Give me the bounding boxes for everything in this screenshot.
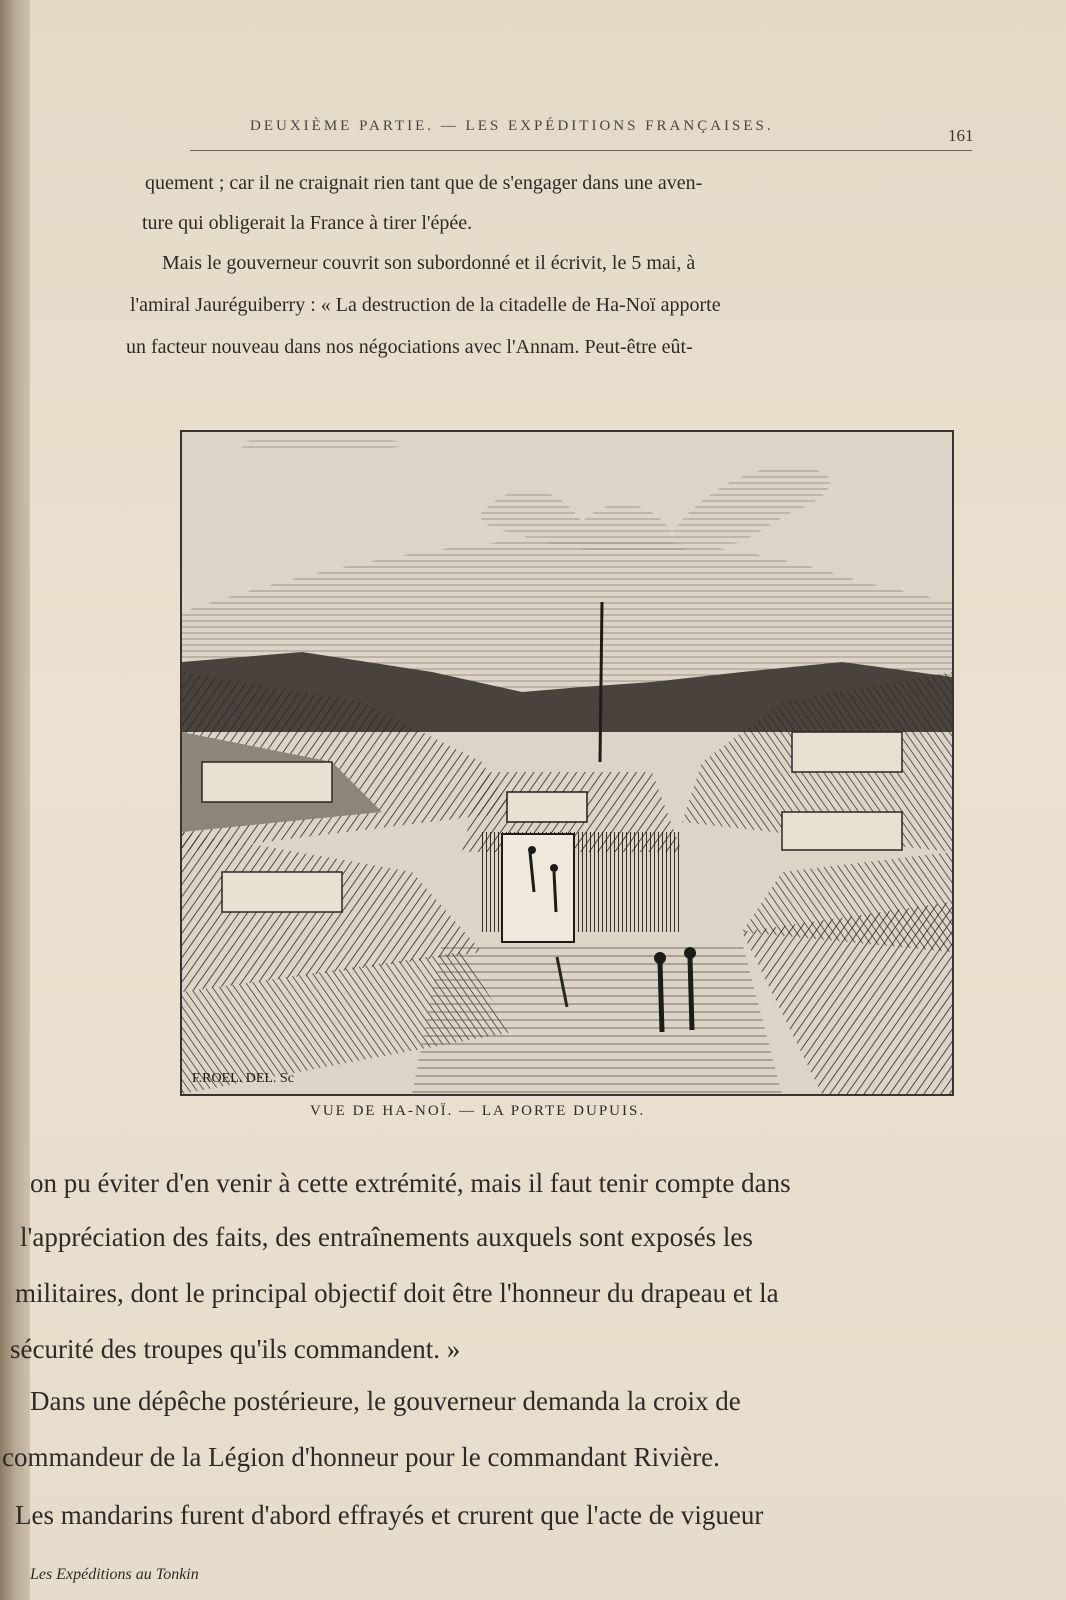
page-number: 161 xyxy=(948,126,974,145)
body-line: ture qui obligerait la France à tirer l'épée. xyxy=(142,212,473,234)
body-line: quement ; car il ne craignait rien tant que de s'engager dans une aven- xyxy=(145,172,703,194)
body-line: Les mandarins furent d'abord effrayés et crurent que l'acte de vigueur xyxy=(15,1500,764,1530)
book-page xyxy=(2,0,1066,1600)
engraver-signature: F.ROEL. DEL. Sc xyxy=(192,1071,294,1086)
footer-signature: Les Expéditions au Tonkin xyxy=(30,1566,199,1583)
body-line: un facteur nouveau dans nos négociations avec l'Annam. Peut-être eût- xyxy=(126,336,693,358)
body-line: l'amiral Jauréguiberry : « La destruction de la citadelle de Ha-Noï apporte xyxy=(130,294,721,316)
body-line: militaires, dont le principal objectif doit être l'honneur du drapeau et la xyxy=(15,1278,779,1308)
body-line: commandeur de la Légion d'honneur pour le commandant Rivière. xyxy=(2,1442,720,1472)
body-line: l'appréciation des faits, des entraînements auxquels sont exposés les xyxy=(20,1222,753,1252)
body-line: sécurité des troupes qu'ils commandent. » xyxy=(10,1334,461,1364)
engraving-drawing xyxy=(182,432,952,1094)
body-line: Mais le gouverneur couvrit son subordonné et il écrivit, le 5 mai, à xyxy=(162,252,696,274)
engraving-illustration xyxy=(180,430,954,1096)
running-head: DEUXIÈME PARTIE. — LES EXPÉDITIONS FRANÇAISES. xyxy=(250,118,774,134)
body-line: on pu éviter d'en venir à cette extrémité, mais il faut tenir compte dans xyxy=(30,1168,791,1198)
figure-caption: VUE DE HA-NOÏ. — LA PORTE DUPUIS. xyxy=(310,1103,646,1119)
header-rule xyxy=(190,150,972,151)
body-line: Dans une dépêche postérieure, le gouverneur demanda la croix de xyxy=(30,1386,741,1416)
